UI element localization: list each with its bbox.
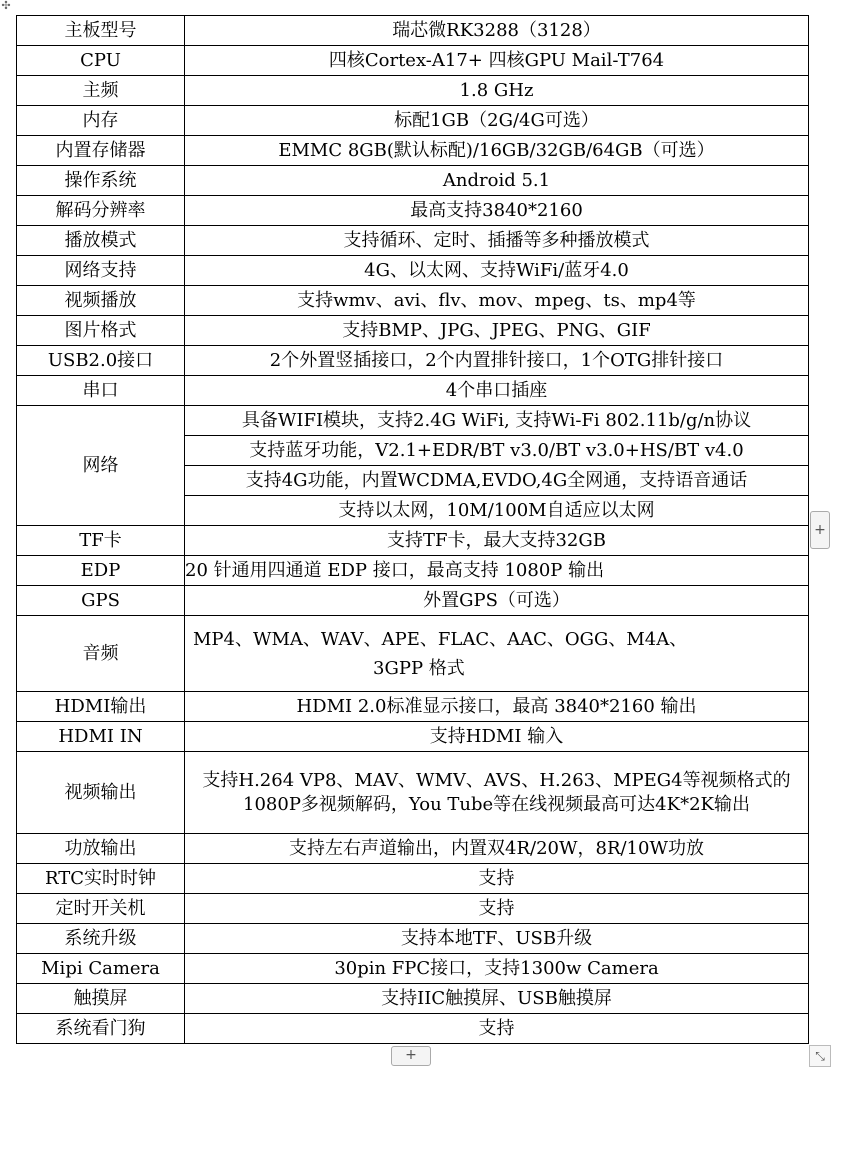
table-row (17, 984, 809, 1014)
spec-value: 支持 (185, 1014, 809, 1044)
spec-value: 瑞芯微RK3288（3128） (185, 16, 809, 46)
table-row (17, 346, 809, 376)
table-row (17, 894, 809, 924)
spec-value: 支持IIC触摸屏、USB触摸屏 (185, 984, 809, 1014)
table-row (17, 406, 809, 436)
spec-label: EDP (17, 556, 185, 586)
audio-line-2: 3GPP 格式 (373, 657, 465, 679)
spec-label: TF卡 (17, 526, 185, 556)
network-line: 支持4G功能，内置WCDMA,EVDO,4G全网通，支持语音通话 (185, 466, 809, 496)
spec-value: 外置GPS（可选） (185, 586, 809, 616)
spec-label: 主频 (17, 76, 185, 106)
video-out-label: 视频输出 (17, 752, 185, 834)
spec-value: 支持循环、定时、插播等多种播放模式 (185, 226, 809, 256)
spec-label: 定时开关机 (17, 894, 185, 924)
spec-table (16, 15, 809, 1044)
spec-label: 触摸屏 (17, 984, 185, 1014)
audio-value (185, 616, 809, 692)
spec-value: 2个外置竖插接口，2个内置排针接口，1个OTG排针接口 (185, 346, 809, 376)
add-column-button[interactable]: + (810, 511, 830, 549)
table-row (17, 692, 809, 722)
spec-label: 内置存储器 (17, 136, 185, 166)
add-row-button[interactable]: + (391, 1046, 431, 1066)
spec-value: 20 针通用四通道 EDP 接口，最高支持 1080P 输出 (185, 556, 809, 586)
audio-line-1: MP4、WMA、WAV、APE、FLAC、AAC、OGG、M4A、 (193, 628, 688, 650)
spec-value: 支持wmv、avi、flv、mov、mpeg、ts、mp4等 (185, 286, 809, 316)
table-row (17, 226, 809, 256)
table-row (17, 752, 809, 834)
network-label: 网络 (17, 406, 185, 526)
spec-value: 1.8 GHz (185, 76, 809, 106)
video-out-line-2: 1080P多视频解码，You Tube等在线视频最高可达4K*2K输出 (243, 793, 750, 815)
network-line: 具备WIFI模块，支持2.4G WiFi, 支持Wi-Fi 802.11b/g/n协议 (185, 406, 809, 436)
spec-value: 支持本地TF、USB升级 (185, 924, 809, 954)
table-row (17, 834, 809, 864)
spec-value: 四核Cortex-A17+ 四核GPU Mail-T764 (185, 46, 809, 76)
spec-label: HDMI IN (17, 722, 185, 752)
spec-value: 支持HDMI 输入 (185, 722, 809, 752)
table-row (17, 586, 809, 616)
spec-label: HDMI输出 (17, 692, 185, 722)
spec-value: 4G、以太网、支持WiFi/蓝牙4.0 (185, 256, 809, 286)
network-line: 支持蓝牙功能，V2.1+EDR/BT v3.0/BT v3.0+HS/BT v4.0 (185, 436, 809, 466)
audio-label: 音频 (17, 616, 185, 692)
spec-label: 网络支持 (17, 256, 185, 286)
spec-value: 支持 (185, 894, 809, 924)
spec-value: HDMI 2.0标准显示接口，最高 3840*2160 输出 (185, 692, 809, 722)
spec-value: 支持 (185, 864, 809, 894)
table-resize-icon[interactable]: ⤡ (809, 1045, 831, 1067)
spec-label: Mipi Camera (17, 954, 185, 984)
spec-value: 标配1GB（2G/4G可选） (185, 106, 809, 136)
table-row (17, 46, 809, 76)
video-out-line-1: 支持H.264 VP8、MAV、WMV、AVS、H.263、MPEG4等视频格式的 (202, 769, 791, 791)
spec-label: 播放模式 (17, 226, 185, 256)
spec-value: 30pin FPC接口，支持1300w Camera (185, 954, 809, 984)
spec-label: USB2.0接口 (17, 346, 185, 376)
spec-value: 4个串口插座 (185, 376, 809, 406)
network-line: 支持以太网，10M/100M自适应以太网 (185, 496, 809, 526)
spec-label: 视频播放 (17, 286, 185, 316)
spec-label: 操作系统 (17, 166, 185, 196)
table-row (17, 1014, 809, 1044)
table-row (17, 316, 809, 346)
spec-value: 支持左右声道输出，内置双4R/20W，8R/10W功放 (185, 834, 809, 864)
table-row (17, 722, 809, 752)
table-row (17, 286, 809, 316)
spec-label: 系统升级 (17, 924, 185, 954)
table-move-handle-icon[interactable]: ✣ (1, 0, 11, 12)
table-row (17, 106, 809, 136)
table-row (17, 924, 809, 954)
table-row (17, 376, 809, 406)
table-row (17, 954, 809, 984)
spec-label: 主板型号 (17, 16, 185, 46)
table-row (17, 76, 809, 106)
spec-label: 解码分辨率 (17, 196, 185, 226)
spec-value: Android 5.1 (185, 166, 809, 196)
table-row (17, 526, 809, 556)
spec-label: 功放输出 (17, 834, 185, 864)
spec-value: 支持BMP、JPG、JPEG、PNG、GIF (185, 316, 809, 346)
table-row (17, 256, 809, 286)
spec-label: GPS (17, 586, 185, 616)
table-row (17, 616, 809, 692)
table-row (17, 136, 809, 166)
spec-label: 图片格式 (17, 316, 185, 346)
table-row (17, 166, 809, 196)
spec-label: RTC实时时钟 (17, 864, 185, 894)
table-row (17, 556, 809, 586)
spec-label: CPU (17, 46, 185, 76)
table-row (17, 16, 809, 46)
spec-value: 支持TF卡，最大支持32GB (185, 526, 809, 556)
spec-label: 串口 (17, 376, 185, 406)
table-row (17, 864, 809, 894)
spec-label: 内存 (17, 106, 185, 136)
spec-value: EMMC 8GB(默认标配)/16GB/32GB/64GB（可选） (185, 136, 809, 166)
table-row (17, 196, 809, 226)
spec-value: 最高支持3840*2160 (185, 196, 809, 226)
spec-label: 系统看门狗 (17, 1014, 185, 1044)
video-out-value (185, 752, 809, 834)
